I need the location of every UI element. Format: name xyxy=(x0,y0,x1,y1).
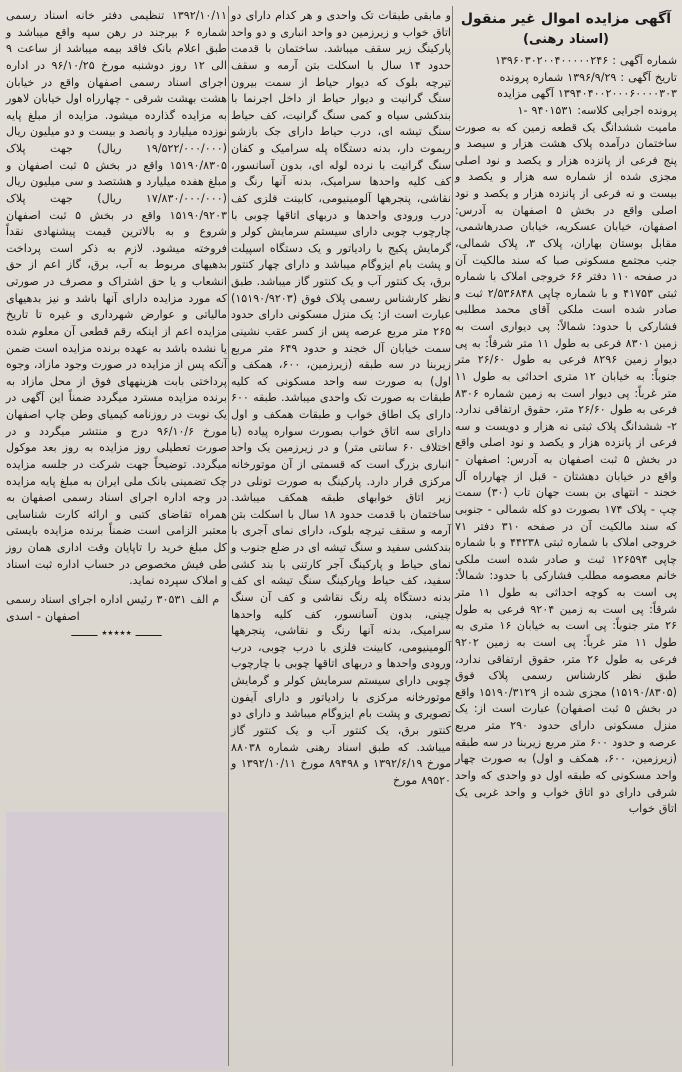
body-text-part-2: و مابقی طبقات تک واحدی و هر کدام دارای دو اتاق خواب و زیرزمین دو واحد انباری و دو واحد پارکینگ زیر سقف میباشد. ساختمان با قدمت حدود ۱۴ سال با اسکلت بتن آرمه و سقف تیرچه بلوک که دیوار حیاط از سمت بیرون سنگ گرانیت و دیوار حیاط از داخل اجرنما با بندکشی سیاه و کمی سنگ گرانیت، کف حیاط سنگ تیشه ای، درب حیاط دارای جک بازشو ریموت دار، بدنه دستگاه پله سرامیک و کفان سنگ گرانیت با نرده لوله ای، بدون آسانسور، کف کلیه واحدها سرامیک، بدنه آنها رنگ و نقاشی، پنجرهها آلومینیومی، کابینت فلزی کف درب ورودی واحدها و دربهای اتاقها چوبی با چارچوب چوبی دارای سیستم سرمایش کولر و گرمایش پکیج با رادیاتور و یک دستگاه اسپیلت و پشت بام ایزوگام میباشد و دارای چهار کنتور برق، یک کنتور آب و یک کنتور گاز میباشد. طبق نظر کارشناس رسمی پلاک فوق (۱۵۱۹۰/۹۲۰۳) عبارت است از: یک منزل مسکونی دارای حدود ۲۶۵ متر مربع عرصه پس از کسر عقب نشینی سمت خیابان آل خجند و حدود ۶۴۹ متر مربع زیربنا در سه طبقه (زیرزمین، ۶۰۰، همکف و اول) به صورت سه واحد مسکونی که کلیه طبقات به صورت تک واحدی میباشد. طبقه ۶۰۰ دارای یک اطاق خواب و طبقات همکف و اول دارای سه اتاق خواب بصورت سواره پیاده (با اختلاف ۶۰ سانتی متر) و در زیرزمین یک واحد انباری بزرگ است که قسمتی از آن موتورخانه مرکزی قرار دارد. پارکینگ به صورت تونلی در زیر اتاق خوابهای طبقه همکف میباشد. ساختمان با قدمت حدود ۱۸ سال با اسکلت بتن آرمه و سقف تیرچه بلوک، دارای نمای آجری با بندکشی سفید و سنگ تیشه ای در ضلع جنوب و نمای حیاط و پارکینگ آجر کارتنی با بند کشی سفید، کف حیاط وپارکینگ سنگ تیشه ای کف بدنه دستگاه پله رنگ نقاشی و کف آن سنگ چینی، بدون آسانسور، کف کلیه واحدها سرامیک، بدنه آنها رنگ و نقاشی، پنجرهها آلومینیومی، کابینت فلزی با درب چوبی، درب ورودی واحدها و دربهای اتاقها چوبی با چارچوب چوبی دارای سیستم سرمایش کولر و گرمایش موتورخانه مرکزی با رادیاتور و دارای آیفون تصویری و پشت بام ایزوگام میباشد و دارای دو کنتور برق، یک کنتور آب و یک کنتور گاز میباشد. که طبق اسناد رهنی شماره ۸۸۰۳۸ مورخ ۱۳۹۲/۶/۱۹ و ۸۹۴۹۸ مورخ ۱۳۹۲/۱۰/۱۱ و ۸۹۵۲۰ مورخ xyxy=(230,9,452,787)
notice-date-file: تاریخ آگهی : ۱۳۹۶/۹/۲۹ شماره پرونده xyxy=(499,70,677,84)
column-middle xyxy=(231,8,451,789)
notice-title: آگهی مزایده اموال غیر منقول xyxy=(460,11,672,27)
column-divider xyxy=(228,6,229,1066)
column-divider xyxy=(452,6,453,1066)
separator: ــــــــ ٭٭٭٭٭ ــــــــ xyxy=(71,626,162,640)
notice-number: شماره آگهی : ۱۳۹۶۰۳۰۲۰۰۴۰۰۰۰۰۲۴۶ xyxy=(494,54,677,67)
column-left xyxy=(6,8,227,642)
case-class: پرونده اجرایی کلاسه: ۹۴۰۱۵۳۱ -۱ xyxy=(517,103,677,117)
blank-area xyxy=(6,812,227,1070)
column-right xyxy=(455,8,677,818)
body-text-part-1: مامیت ششدانگ یک قطعه زمین که به صورت ساختمان درآمده پلاک هشت هزار و سیصد و پنج فرعی از پانزده هزار و یکصد و نود اصلی مجزی شده از شماره سه هزار و یکصد و بیست و نه فرعی از پانزده هزار و یکصد و نود اصلی واقع در بخش ۵ اصفهان به آدرس: اصفهان، خیابان عسکریه، خیابان صدرهاشمی، مقابل بوستان بهاران، پلاک ۳، پلاک شمالی، جنب مجتمع مسکونی صبا که سند مالکیت آن در صفحه ۱۱۰ دفتر ۶۶ خروجی املاک با شماره ثبتی ۴۱۷۵۳ و با شماره چاپی ۲/۵۳۶۸۴۸ ثبت و صادر شده است ملکی آقای محمد مطلبی فشارکی با حدود: شمالاً: پی دیواری است به زمین ۸۳۰۱ فرعی به طول ۱۱ متر شرقاً: به پی دیوار زمین ۸۲۹۶ فرعی به طول ۲۶/۶۰ متر جنوباً: به خیابان ۱۲ متری احداثی به طول ۱۱ متر غرباً: پی دیوار است به زمین شماره ۸۳۰۶ فرعی به طول ۲۶/۶۰ متر، حقوق ارتفاقی ندارد. ۲- ششدانگ پلاک ثبتی نه هزار و دویست و سه فرعی از پانزده هزار و یکصد و نود اصلی واقع در بخش ۵ ثبت اصفهان به آدرس: اصفهان - واقع در خیابان دهشتان - قبل از چهارراه آل خجند - انتهای بن بست جهان تاب (۳۰) سمت چپ - پلاک ۱۷۴ بصورت دو کله شمالی - جنوبی که سند مالکیت آن در صفحه ۳۱۰ دفتر ۷۱ خروجی املاک با شماره ثبتی ۴۴۲۳۸ و با شماره چاپی ۱۲۶۵۹۴ ثبت و صادر شده است ملکی خانم معصومه مطلب فشارکی با حدود: شمالاً: پی است به کوچه احداثی به طول ۱۱ متر شرقاً: پی است به زمین ۹۲۰۴ فرعی به طول ۲۶ متر جنوباً: پی است به خیابان ۱۶ متری به طول ۱۱ متر غرباً: پی است به زمین ۹۲۰۲ فرعی به طول ۲۶ متر، حقوق ارتفاقی ندارد، طبق نظر کارشناس رسمی پلاک فوق (۱۵۱۹۰/۸۳۰۵) مجزی شده از ۱۵۱۹۰/۳۱۲۹ واقع در بخش ۵ ثبت اصفهان) عبارت است از: یک منزل مسکونی دارای حدود ۲۹۰ متر مربع عرصه و حدود ۶۰۰ متر مربع زیربنا در سه طبقه (زیرزمین، ۶۰۰، همکف و اول) به صورت چهار واحد مسکونی که طبقه اول دو واحدی که واحد شرقی دارای دو اتاق خواب و واحد غربی یک اتاق خواب xyxy=(455,120,678,816)
notice-subtitle: (اسناد رهنی) xyxy=(523,32,609,47)
body-text-part-3: ۱۳۹۲/۱۰/۱۱ تنظیمی دفتر خانه اسناد رسمی شماره ۶ بیرجند در رهن سپه واقع میباشد و طبق اعلام بانک فاقد بیمه میباشد از ساعت ۹ الی ۱۲ روز دوشنبه مورخ ۹۶/۱۰/۲۵ در اداره اجرای اسناد رسمی اصفهان واقع در خیابان هشت بهشت شرقی - چهارراه اول خیابان لاهور به مزایده گذارده میشود. مزایده از مبلغ پایه نوزده میلیارد و پانصد و بیست و دو میلیون ریال (۱۹/۵۲۲/۰۰۰/۰۰۰ ریال) جهت پلاک ۱۵۱۹۰/۸۳۰۵ واقع در بخش ۵ ثبت اصفهان و مبلغ هفده میلیارد و هشتصد و سی میلیون ریال (۱۷/۸۳۰/۰۰۰/۰۰۰ ریال) جهت پلاک ۱۵۱۹۰/۹۲۰۳ واقع در بخش ۵ ثبت اصفهان شروع و به بالاترین قیمت پیشنهادی نقداً فروخته میشود. لازم به ذکر است پرداخت بدهیهای مربوط به آب، برق، گاز اعم از حق انشعاب و یا حق اشتراک و مصرف در صورتی که مورد مزایده دارای آنها باشد و نیز بدهیهای مالیاتی و عوارض شهرداری و غیره تا تاریخ مزایده اعم از اینکه رقم قطعی آن معلوم شده یا نشده باشد به عهده برنده مزایده است ضمن آنکه پس از مزایده در صورت وجود مازاد، وجوه پرداختی بابت هزینههای فوق از محل مازاد به برنده مزایده مسترد میگردد ضمناً این آگهی در یک نوبت در روزنامه کیمیای وطن چاپ اصفهان مورخ ۹۶/۱۰/۶ درج و منتشر میگردد و در صورت تعطیلی روز مزایده به روز بعد موکول میگردد. توضیحاً جهت شرکت در جلسه مزایده چک تضمینی بانک ملی ایران به مبلغ پایه مزایده در وجه اداره اجرای اسناد رسمی اصفهان به همراه تقاضای کتبی و ارائه کارت شناسایی معتبر الزامی است ضمناً برنده مزایده بایستی کل مبلغ خرید را تاپایان وقت اداری همان روز طی فیش مخصوص در حساب اداره ثبت اسناد و املاک سپرده نماید. xyxy=(6,9,228,588)
file-number: ۱۳۹۴۰۴۰۰۲۰۰۰۶۰۰۰۰۳۰۳ آگهی مزایده xyxy=(497,87,677,101)
signature: م الف ۳۰۵۳۱ رئیس اداره اجرای اسناد رسمی اصفهان - اسدی xyxy=(6,592,220,623)
